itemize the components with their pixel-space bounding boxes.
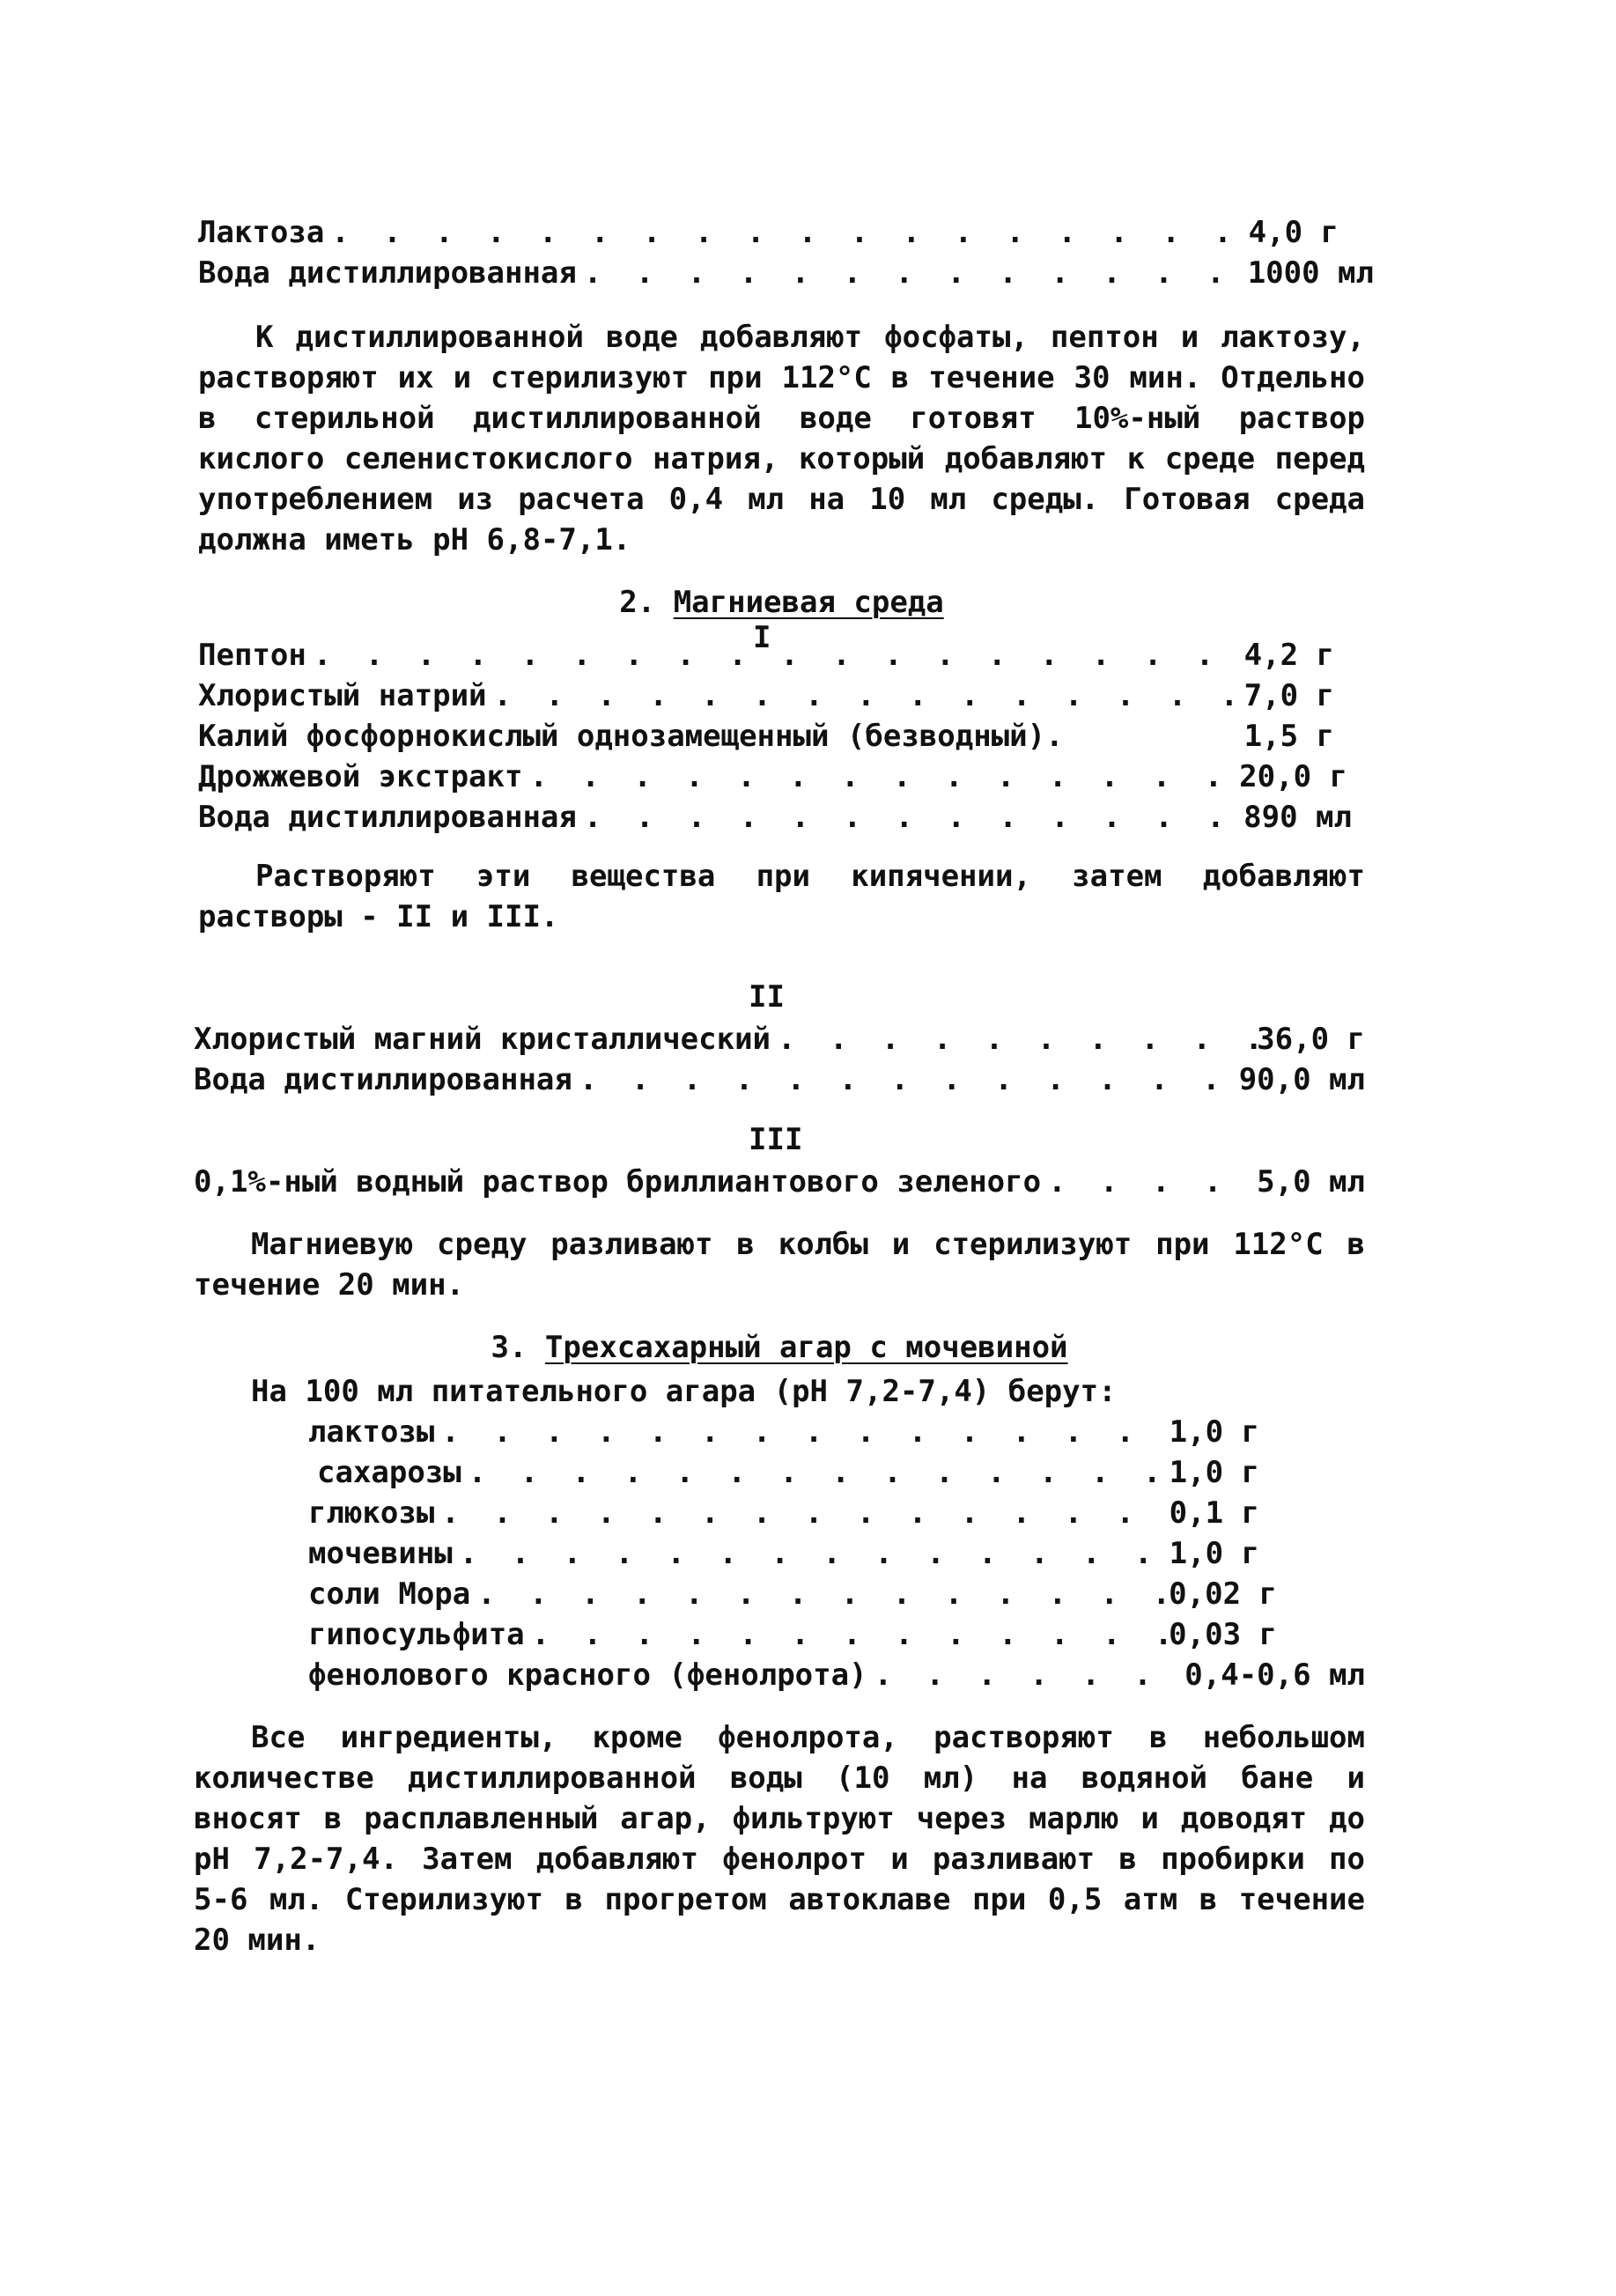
leader-dots	[867, 1656, 1185, 1694]
ingredient-row	[308, 1615, 1277, 1654]
leader-dots	[487, 676, 1244, 715]
ingredient-row	[194, 1060, 1365, 1099]
ingredient-amount: 0,1 г	[1169, 1495, 1259, 1531]
ingredient-amount: 36,0 г	[1257, 1022, 1365, 1057]
ingredient-row	[198, 636, 1334, 675]
paragraph-text: Магниевую среду разливают в колбы и стерилизуют при 112°С в течение 20 мин.	[194, 1227, 1365, 1303]
ingredient-amount: 1,5 г	[1243, 719, 1334, 754]
leader-dots	[525, 1615, 1170, 1654]
leader-dots	[434, 1413, 1169, 1451]
leader-dots	[771, 1020, 1257, 1059]
ingredient-amount: 1000 мл	[1247, 255, 1374, 291]
ingredient-row	[308, 1575, 1277, 1613]
recipe-intro	[251, 1372, 1117, 1411]
leader-dots	[577, 254, 1248, 292]
ingredient-amount: 890 мл	[1243, 800, 1352, 835]
paragraph-text: К дистиллированной воде добавляют фосфаты, пептон и лактозу, растворяют их и стерилизуют при 112°С в течение 30 мин. Отдельно в стерильной дистиллированной воде готовят 10%-ный раствор кислого селенистокислого натрия, который добавляют к среде перед употреблением из расчета 0,4 мл на 10 мл среды. Готовая среда должна иметь рН 6,8-7,1.	[198, 320, 1365, 557]
part-label: I	[753, 620, 771, 655]
leader-dots	[306, 636, 1244, 675]
ingredient-amount: 5,0 мл	[1257, 1164, 1365, 1200]
ingredient-row	[198, 676, 1334, 715]
ingredient-row	[194, 1163, 1365, 1201]
leader-dots	[470, 1575, 1169, 1613]
section-title: Трехсахарный агар с мочевиной	[544, 1330, 1068, 1365]
ingredient-name: соли Мора	[308, 1576, 471, 1612]
intro-text: На 100 мл питательного агара (рН 7,2-7,4) берут:	[251, 1374, 1117, 1409]
ingredient-name: Лактоза	[198, 215, 325, 250]
ingredient-name: Хлористый натрий	[198, 678, 487, 713]
ingredient-amount: 4,2 г	[1243, 638, 1334, 673]
part-label: III	[749, 1122, 803, 1157]
preparation-paragraph	[198, 317, 1365, 560]
ingredient-name: Хлористый магний кристаллический	[194, 1022, 771, 1057]
ingredient-row	[308, 1494, 1259, 1532]
ingredient-row	[317, 1453, 1259, 1492]
leader-dots	[324, 213, 1248, 252]
ingredient-name: Вода дистиллированная	[194, 1062, 572, 1097]
ingredient-name: Дрожжевой экстракт	[198, 759, 523, 794]
ingredient-amount: 0,02 г	[1169, 1576, 1277, 1612]
ingredient-amount: 4,0 г	[1248, 215, 1339, 250]
ingredient-row	[308, 1413, 1259, 1451]
ingredient-name: Калий фосфорнокислый однозамещенный (безводный).	[198, 719, 1064, 754]
section-heading	[194, 1328, 1365, 1367]
ingredient-row	[198, 757, 1347, 796]
part-label: II	[749, 979, 785, 1015]
ingredient-name: Вода дистиллированная	[198, 255, 577, 291]
ingredient-row	[198, 798, 1352, 837]
leader-dots	[434, 1494, 1169, 1532]
preparation-paragraph	[194, 1717, 1365, 1960]
ingredient-name: глюкозы	[308, 1495, 435, 1531]
leader-dots	[577, 798, 1243, 837]
leader-dots	[461, 1453, 1170, 1492]
ingredient-amount: 7,0 г	[1243, 678, 1334, 713]
ingredient-amount: 90,0 мл	[1238, 1062, 1365, 1097]
ingredient-row	[198, 213, 1339, 252]
section-heading	[198, 583, 1365, 622]
ingredient-amount: 1,0 г	[1169, 1536, 1259, 1571]
ingredient-name: фенолового красного (фенолрота)	[308, 1657, 867, 1693]
ingredient-name: Вода дистиллированная	[198, 800, 577, 835]
ingredient-name: 0,1%-ный водный раствор бриллиантового зеленого	[194, 1164, 1042, 1200]
ingredient-name: мочевины	[308, 1536, 453, 1571]
leader-dots	[572, 1060, 1239, 1099]
ingredient-amount: 1,0 г	[1169, 1455, 1259, 1490]
ingredient-row	[198, 717, 1334, 756]
ingredient-amount: 1,0 г	[1169, 1414, 1259, 1450]
ingredient-row	[308, 1534, 1259, 1573]
section-number: 3.	[491, 1330, 528, 1365]
leader-dots	[1041, 1163, 1257, 1201]
preparation-paragraph	[194, 1224, 1365, 1305]
ingredient-name: гипосульфита	[308, 1617, 525, 1652]
paragraph-text: Растворяют эти вещества при кипячении, затем добавляют растворы - II и III.	[198, 859, 1365, 934]
preparation-paragraph	[198, 856, 1365, 937]
ingredient-row	[198, 254, 1374, 292]
ingredient-amount: 20,0 г	[1239, 759, 1347, 794]
leader-dots	[522, 757, 1239, 796]
ingredient-amount: 0,4-0,6 мл	[1184, 1657, 1365, 1693]
ingredient-amount: 0,03 г	[1169, 1617, 1277, 1652]
paragraph-text: Все ингредиенты, кроме фенолрота, растворяют в небольшом количестве дистиллированной воды (10 мл) на водяной бане и вносят в расплавленный агар, фильтруют через марлю и доводят до рН 7,2-7,4. Затем добавляют фенолрот и разливают в пробирки по 5-6 мл. Стерилизуют в прогретом автоклаве при 0,5 атм в течение 20 мин.	[194, 1720, 1365, 1958]
section-number: 2.	[619, 585, 656, 620]
ingredient-name: сахарозы	[317, 1455, 461, 1490]
ingredient-name: Пептон	[198, 638, 306, 673]
section-title: Магниевая среда	[673, 585, 944, 620]
ingredient-row	[194, 1020, 1365, 1059]
leader-dots	[453, 1534, 1170, 1573]
ingredient-row	[308, 1656, 1365, 1694]
ingredient-name: лактозы	[308, 1414, 435, 1450]
